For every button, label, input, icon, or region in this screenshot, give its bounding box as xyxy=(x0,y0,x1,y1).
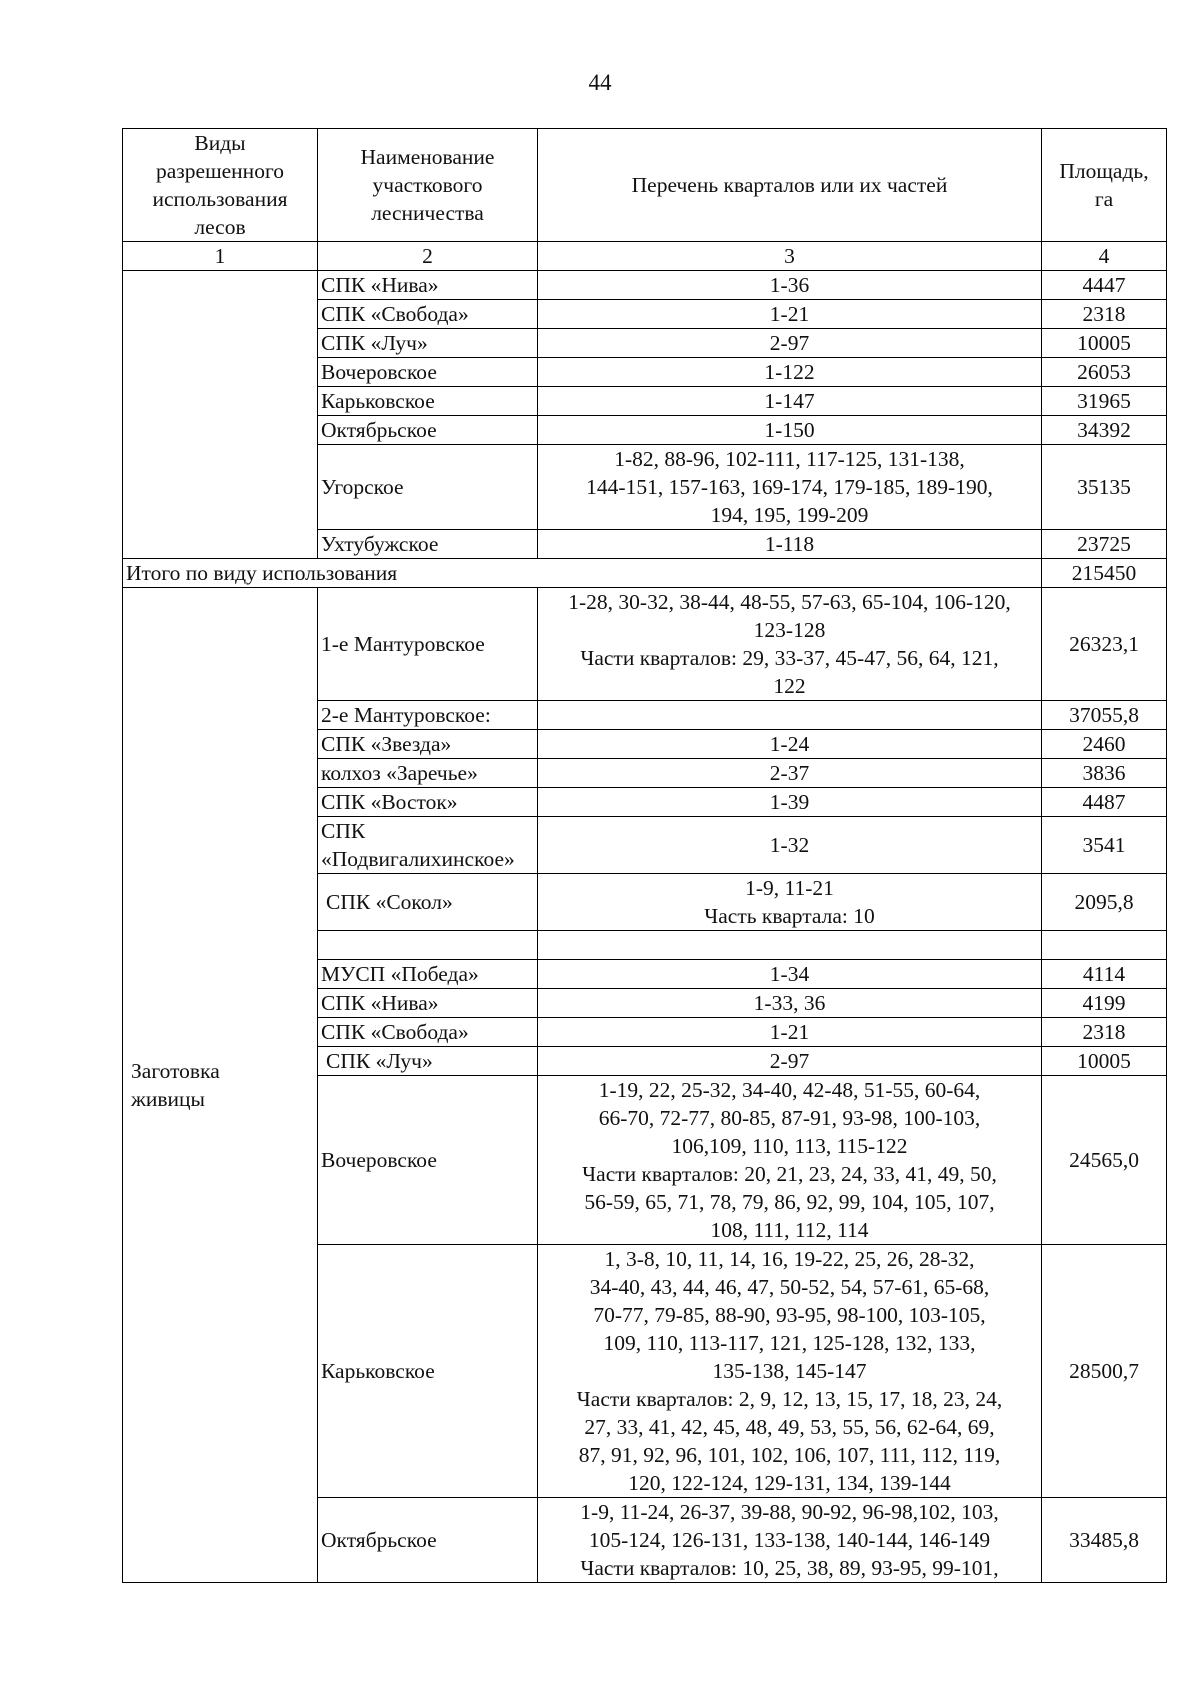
area-value-line: 4199 xyxy=(1082,991,1126,1015)
header-use-type-line: лесов xyxy=(194,215,246,239)
quarters-list-line: 1-122 xyxy=(764,360,815,384)
forestry-name xyxy=(318,759,538,788)
forestry-name xyxy=(318,701,538,730)
quarters-list xyxy=(538,730,1042,759)
forestry-name xyxy=(318,300,538,329)
area-value xyxy=(1042,730,1167,759)
quarters-list-line xyxy=(541,701,1038,729)
forestry-name xyxy=(318,1018,538,1047)
header-use-type-line: использования xyxy=(152,187,288,211)
area-value-line: 2318 xyxy=(1082,302,1126,326)
area-value xyxy=(1042,1076,1167,1245)
forestry-name-line: СПК «Восток» xyxy=(321,790,458,814)
use-type-cell xyxy=(123,271,318,559)
quarters-list xyxy=(538,1498,1042,1583)
quarters-list xyxy=(538,358,1042,387)
quarters-list xyxy=(538,416,1042,445)
quarters-list-line: 66-70, 72-77, 80-85, 87-91, 93-98, 100-103, xyxy=(598,1106,981,1130)
quarters-list-line: 1-82, 88-96, 102-111, 117-125, 131-138, xyxy=(614,447,965,471)
forestry-name xyxy=(318,989,538,1018)
forestry-name xyxy=(318,271,538,300)
forestry-name xyxy=(318,445,538,530)
quarters-list-line: 194, 195, 199-209 xyxy=(710,503,869,527)
area-value-line: 4114 xyxy=(1082,962,1126,986)
quarters-list xyxy=(538,759,1042,788)
quarters-list-line: 1-150 xyxy=(764,418,815,442)
quarters-list xyxy=(538,530,1042,559)
area-value xyxy=(1042,1047,1167,1076)
area-value-line: 37055,8 xyxy=(1069,703,1139,727)
quarters-list xyxy=(538,931,1042,960)
forestry-name xyxy=(318,1047,538,1076)
total-row xyxy=(123,559,1167,588)
quarters-list-line: 1-21 xyxy=(769,1020,810,1044)
forestry-name-line: СПК «Свобода» xyxy=(321,1020,469,1044)
area-value xyxy=(1042,300,1167,329)
header-forestry-name xyxy=(318,129,538,242)
forestry-name-line: «Подвигалихинское» xyxy=(321,847,515,871)
column-number-3 xyxy=(538,242,1042,271)
quarters-list-line: 1-118 xyxy=(764,532,815,556)
forestry-name xyxy=(318,817,538,874)
use-type-cell xyxy=(123,588,318,1583)
column-number-4-line: 4 xyxy=(1098,244,1110,268)
area-value-line: 26323,1 xyxy=(1069,632,1139,656)
quarters-list-line: 1-9, 11-24, 26-37, 39-88, 90-92, 96-98,102, 103, xyxy=(580,1500,999,1524)
forestry-name xyxy=(318,416,538,445)
area-value-line: 3541 xyxy=(1082,833,1126,857)
area-value xyxy=(1042,931,1167,960)
quarters-list xyxy=(538,445,1042,530)
quarters-list-line: 108, 111, 112, 114 xyxy=(710,1218,869,1242)
area-value xyxy=(1042,874,1167,931)
forestry-name xyxy=(318,329,538,358)
quarters-list-line: Части кварталов: 29, 33-37, 45-47, 56, 64, 121, xyxy=(580,646,999,670)
total-area-line: 215450 xyxy=(1071,561,1137,585)
area-value xyxy=(1042,989,1167,1018)
quarters-list xyxy=(538,788,1042,817)
header-area xyxy=(1042,129,1167,242)
quarters-list xyxy=(538,1245,1042,1498)
area-value-line: 31965 xyxy=(1077,389,1131,413)
column-number-1-line: 1 xyxy=(214,244,226,268)
quarters-list-line: 27, 33, 41, 42, 45, 48, 49, 53, 55, 56, 62-64, 69, xyxy=(584,1415,995,1439)
quarters-list xyxy=(538,271,1042,300)
area-value-line: 2318 xyxy=(1082,1020,1126,1044)
forestry-name-line: колхоз «Заречье» xyxy=(321,761,478,785)
quarters-list xyxy=(538,874,1042,931)
quarters-list-line: 1-36 xyxy=(769,273,810,297)
quarters-list-line: 135-138, 145-147 xyxy=(712,1359,867,1383)
quarters-list-line: 106,109, 110, 113, 115-122 xyxy=(671,1134,908,1158)
quarters-list-line: 1-32 xyxy=(769,833,810,857)
quarters-list xyxy=(538,989,1042,1018)
forestry-name-line: Карьковское xyxy=(321,389,435,413)
use-type-cell-line: Заготовка xyxy=(131,1059,220,1083)
forest-use-table xyxy=(122,128,1167,1583)
page-number: 44 xyxy=(588,70,612,95)
area-value xyxy=(1042,1245,1167,1498)
forestry-name-line: Октябрьское xyxy=(321,418,437,442)
quarters-list-line: Части кварталов: 20, 21, 23, 24, 33, 41, 49, 50, xyxy=(582,1162,997,1186)
forestry-name xyxy=(318,1245,538,1498)
area-value-line: 2460 xyxy=(1082,732,1126,756)
quarters-list-line: 1-19, 22, 25-32, 34-40, 42-48, 51-55, 60-64, xyxy=(598,1078,981,1102)
area-value-line: 35135 xyxy=(1077,475,1131,499)
quarters-list xyxy=(538,960,1042,989)
area-value-line: 24565,0 xyxy=(1069,1148,1139,1172)
quarters-list-line: 105-124, 126-131, 133-138, 140-144, 146-149 xyxy=(588,1528,991,1552)
quarters-list xyxy=(538,300,1042,329)
header-area-line: Площадь, xyxy=(1059,159,1149,183)
quarters-list-line: 109, 110, 113-117, 121, 125-128, 132, 133, xyxy=(603,1331,976,1355)
quarters-list-line: 120, 122-124, 129-131, 134, 139-144 xyxy=(628,1471,951,1495)
total-label-line: Итого по виду использования xyxy=(126,561,398,585)
header-row xyxy=(123,129,1167,242)
quarters-list-line: Часть квартала: 10 xyxy=(704,904,875,928)
quarters-list-line: 34-40, 43, 44, 46, 47, 50-52, 54, 57-61, 65-68, xyxy=(589,1275,990,1299)
header-use-type-line: разрешенного xyxy=(156,159,284,183)
column-number-1 xyxy=(123,242,318,271)
area-value-line: 4487 xyxy=(1082,790,1126,814)
table-row xyxy=(123,271,1167,300)
area-value xyxy=(1042,358,1167,387)
quarters-list xyxy=(538,817,1042,874)
forestry-name-line: СПК «Нива» xyxy=(321,273,439,297)
forestry-name-line: МУСП «Победа» xyxy=(321,962,479,986)
quarters-list-line: 87, 91, 92, 96, 101, 102, 106, 107, 111, 112, 119, xyxy=(578,1443,1001,1467)
quarters-list xyxy=(538,588,1042,701)
area-value-line: 10005 xyxy=(1077,331,1131,355)
header-forestry-name-line: Наименование xyxy=(360,145,495,169)
quarters-list-line: 1-147 xyxy=(764,389,815,413)
area-value-line: 2095,8 xyxy=(1074,890,1134,914)
forestry-name-line: Карьковское xyxy=(321,1359,435,1383)
area-value xyxy=(1042,817,1167,874)
forestry-name xyxy=(318,788,538,817)
forestry-name xyxy=(318,530,538,559)
quarters-list-line: Части кварталов: 2, 9, 12, 13, 15, 17, 18, 23, 24, xyxy=(576,1387,1003,1411)
quarters-list-line: 123-128 xyxy=(753,618,826,642)
use-type-cell-line xyxy=(126,401,314,429)
column-number-2-line: 2 xyxy=(422,244,433,268)
forestry-name-line: СПК «Свобода» xyxy=(321,302,469,326)
quarters-list-line: 1, 3-8, 10, 11, 14, 16, 19-22, 25, 26, 28-32, xyxy=(604,1247,975,1271)
quarters-list xyxy=(538,1047,1042,1076)
forestry-name xyxy=(318,730,538,759)
area-value-line: 33485,8 xyxy=(1069,1528,1139,1552)
quarters-list-line: 2-97 xyxy=(769,331,810,355)
area-value-line: 23725 xyxy=(1077,532,1131,556)
header-forestry-name-line: лесничества xyxy=(371,201,484,225)
forestry-name-line: Ухтубужское xyxy=(321,532,439,556)
area-value-line: 28500,7 xyxy=(1069,1359,1139,1383)
quarters-list xyxy=(538,329,1042,358)
area-value xyxy=(1042,788,1167,817)
header-quarters xyxy=(538,129,1042,242)
quarters-list-line: 2-97 xyxy=(769,1049,810,1073)
forestry-name-line: СПК «Нива» xyxy=(321,991,439,1015)
header-area-line: га xyxy=(1094,187,1114,211)
area-value-line: 3836 xyxy=(1082,761,1126,785)
quarters-list-line: 56-59, 65, 71, 78, 79, 86, 92, 99, 104, 105, 107, xyxy=(584,1190,995,1214)
forestry-name-line: СПК «Луч» xyxy=(326,1049,433,1073)
forestry-name xyxy=(318,588,538,701)
area-value xyxy=(1042,445,1167,530)
forestry-name xyxy=(318,1498,538,1583)
area-value xyxy=(1042,329,1167,358)
area-value-line: 34392 xyxy=(1077,418,1131,442)
area-value xyxy=(1042,960,1167,989)
column-number-4 xyxy=(1042,242,1167,271)
forestry-name-line xyxy=(321,931,534,959)
header-use-type-line: Виды xyxy=(194,131,246,155)
quarters-list-line: 1-28, 30-32, 38-44, 48-55, 57-63, 65-104, 106-120, xyxy=(568,590,1011,614)
forestry-name-line: СПК «Луч» xyxy=(321,331,428,355)
area-value xyxy=(1042,588,1167,701)
column-number-2 xyxy=(318,242,538,271)
forestry-name xyxy=(318,960,538,989)
area-value xyxy=(1042,1498,1167,1583)
quarters-list-line: 1-34 xyxy=(769,962,810,986)
area-value xyxy=(1042,416,1167,445)
forestry-name-line: 1-е Мантуровское xyxy=(321,632,485,656)
quarters-list-line xyxy=(541,931,1038,959)
forestry-name xyxy=(318,387,538,416)
forestry-name xyxy=(318,874,538,931)
area-value xyxy=(1042,387,1167,416)
area-value xyxy=(1042,1018,1167,1047)
quarters-list xyxy=(538,701,1042,730)
area-value-line: 4447 xyxy=(1082,273,1126,297)
column-number-3-line: 3 xyxy=(784,244,795,268)
forestry-name-line: 2-е Мантуровское: xyxy=(321,703,491,727)
quarters-list-line: 1-21 xyxy=(769,302,810,326)
quarters-list-line: 1-9, 11-21 xyxy=(745,876,834,900)
forestry-name-line: Угорское xyxy=(321,475,404,499)
forestry-name-line: Вочеровское xyxy=(321,1148,437,1172)
quarters-list-line: 144-151, 157-163, 169-174, 179-185, 189-190, xyxy=(586,475,993,499)
header-forestry-name-line: участкового xyxy=(372,173,483,197)
area-value xyxy=(1042,271,1167,300)
table-row xyxy=(123,588,1167,701)
header-quarters-line: Перечень кварталов или их частей xyxy=(631,173,948,197)
quarters-list xyxy=(538,1018,1042,1047)
area-value xyxy=(1042,530,1167,559)
total-area xyxy=(1042,559,1167,588)
forestry-name xyxy=(318,1076,538,1245)
header-use-type xyxy=(123,129,318,242)
total-label xyxy=(123,559,1042,588)
quarters-list-line: 70-77, 79-85, 88-90, 93-95, 98-100, 103-105, xyxy=(593,1303,986,1327)
area-value xyxy=(1042,701,1167,730)
quarters-list-line: 2-37 xyxy=(769,761,810,785)
quarters-list-line: 122 xyxy=(773,674,806,698)
quarters-list xyxy=(538,1076,1042,1245)
quarters-list-line: 1-24 xyxy=(769,732,810,756)
forestry-name-line: СПК «Звезда» xyxy=(321,732,452,756)
forestry-name-line: Октябрьское xyxy=(321,1528,437,1552)
area-value xyxy=(1042,759,1167,788)
column-numbers-row xyxy=(123,242,1167,271)
quarters-list-line: Части кварталов: 10, 25, 38, 89, 93-95, 99-101, xyxy=(580,1556,999,1580)
forestry-name-line: СПК xyxy=(321,819,366,843)
area-value-line xyxy=(1045,931,1163,959)
area-value-line: 10005 xyxy=(1077,1049,1131,1073)
quarters-list-line: 1-33, 36 xyxy=(753,991,826,1015)
use-type-cell-line: живицы xyxy=(131,1087,205,1111)
area-value-line: 26053 xyxy=(1077,360,1131,384)
forestry-name-line: Вочеровское xyxy=(321,360,437,384)
quarters-list xyxy=(538,387,1042,416)
forestry-name xyxy=(318,358,538,387)
quarters-list-line: 1-39 xyxy=(769,790,810,814)
forestry-name-line: СПК «Сокол» xyxy=(326,890,453,914)
forestry-name xyxy=(318,931,538,960)
